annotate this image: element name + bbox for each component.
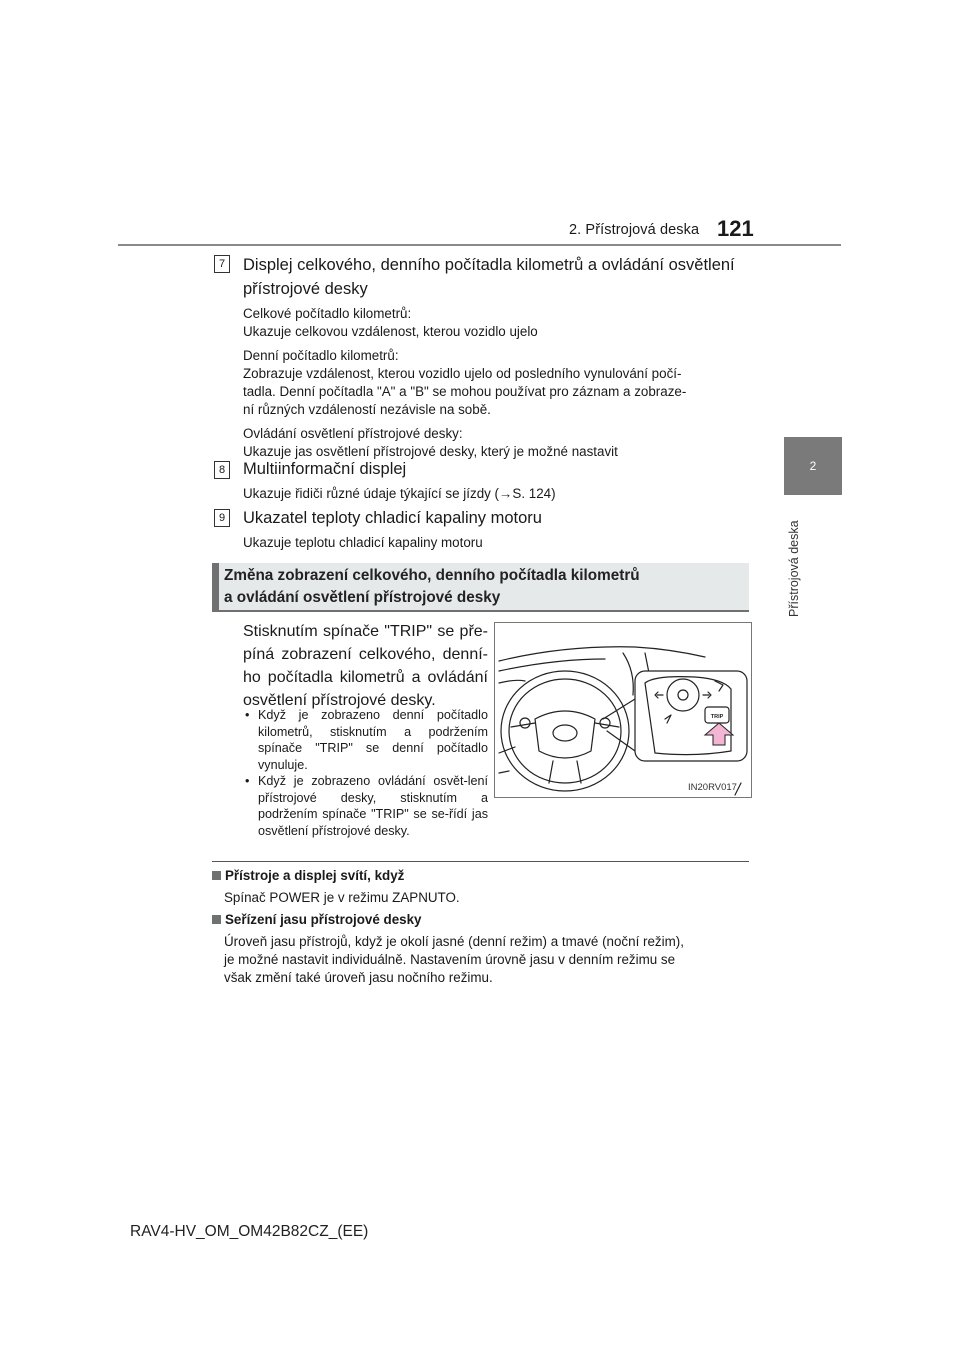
section-banner-underline — [212, 610, 749, 612]
page-number: 121 — [717, 216, 754, 241]
steering-wheel-drawing — [495, 623, 751, 797]
note-body: Spínač POWER je v režimu ZAPNUTO. — [224, 890, 460, 905]
item-description: Ukazuje řidiči různé údaje týkající se jízdy (→S. 124) — [243, 486, 556, 501]
section-divider — [212, 861, 749, 862]
bullet-list — [243, 707, 488, 839]
steering-wheel-illustration — [494, 622, 752, 798]
item-number-badge: 8 — [214, 461, 230, 479]
list-item: • Když je zobrazeno ovládání osvět-lení přístrojové desky, stisknutím a podržením spínače "TRIP" se se-řídí jas osvětlení přístrojové desky. — [245, 774, 488, 838]
square-bullet-icon — [212, 915, 221, 924]
list-item: • Když je zobrazeno denní počítadlo kilometrů, stisknutím a podržením spínače "TRIP" se denní počítadlo vynuluje. — [245, 708, 488, 772]
item-description: Celkové počítadlo kilometrů: Ukazuje celkovou vzdálenost, kterou vozidlo ujelo Denní počítadlo kilometrů: Zobrazuje vzdálenost, kterou vozidlo ujelo od posledního vynulování počí- tadla. Denní počítadla "A" a "B" se mohou používat pro záznam a zobraze- ní různých vzdáleností nezávisle na sobě. Ovládání osvětlení přístrojové desky: Ukazuje jas osvětlení přístrojové desky, který je možné nastavit — [243, 306, 687, 459]
section-title: Změna zobrazení celkového, denního počítadla kilometrů a ovládání osvětlení přístrojové desky — [224, 567, 640, 606]
header-divider — [118, 244, 841, 246]
item-title: Displej celkového, denního počítadla kilometrů a ovládání osvětlení přístrojové desky — [243, 256, 735, 298]
item-title: Ukazatel teploty chladicí kapaliny motoru — [243, 509, 542, 527]
note-body: Úroveň jasu přístrojů, když je okolí jasné (denní režim) a tmavé (noční režim), je možné nastavit individuálně. Nastavením úrovně jasu v denním režimu se však změní také úroveň jasu nočního režimu. — [224, 934, 684, 985]
item-title: Multiinformační displej — [243, 460, 407, 478]
section-banner-accent — [212, 563, 219, 611]
item-number-badge: 9 — [214, 509, 230, 527]
note-heading: Přístroje a displej svítí, když — [212, 867, 749, 885]
note-heading: Seřízení jasu přístrojové desky — [212, 911, 749, 929]
figure-code: IN20RV017 — [688, 782, 737, 793]
trip-button-label: TRIP — [710, 714, 724, 720]
section-lead-text: Stisknutím spínače "TRIP" se pře-píná zobrazení celkového, denní-ho počítadla kilometrů a ovládání osvětlení přístrojové desky. — [243, 623, 488, 709]
square-bullet-icon — [212, 871, 221, 880]
chapter-tab-label: Přístrojová deska — [787, 520, 801, 617]
item-description: Ukazuje teplotu chladicí kapaliny motoru — [243, 535, 483, 550]
item-number-badge: 7 — [214, 255, 230, 273]
note-block — [212, 867, 749, 907]
document-code: RAV4-HV_OM_OM42B82CZ_(EE) — [130, 1223, 369, 1240]
chapter-tab[interactable]: 2 — [784, 437, 842, 495]
chapter-title: 2. Přístrojová deska — [569, 222, 700, 238]
note-block — [212, 911, 749, 987]
